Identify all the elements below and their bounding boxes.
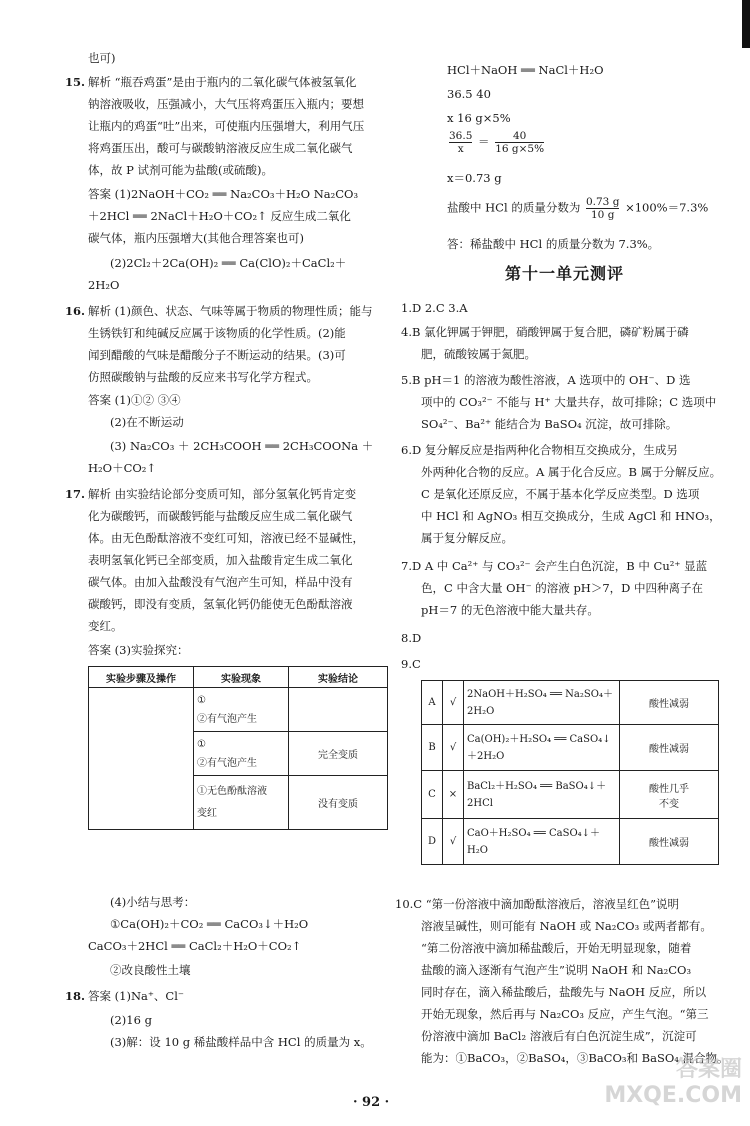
equation-cell: 2NaOH＋H₂SO₄ ══ Na₂SO₄＋ 2H₂O xyxy=(464,681,620,725)
answer-8: 8.D xyxy=(401,631,422,645)
equation-cell: Ca(OH)₂＋H₂SO₄ ══ CaSO₄↓ ＋2H₂O xyxy=(464,725,620,771)
q7-line: pH＝7 的无色溶液中能大量共存。 xyxy=(421,603,599,617)
q17-line: 解析 由实验结论部分变质可知，部分氢氧化钙肯定变 xyxy=(88,487,357,501)
page-number: · 92 · xyxy=(353,1095,390,1110)
table-header: 实验步骤及操作 xyxy=(89,667,194,688)
result-cell: 酸性减弱 xyxy=(620,681,719,725)
q18-number: 18. xyxy=(65,989,86,1003)
q17-line: 变红。 xyxy=(88,619,123,633)
q15-number: 15. xyxy=(65,75,86,89)
table-cell-phenomenon: ① ②有气泡产生 xyxy=(194,732,289,776)
table-cell-conclusion xyxy=(289,688,388,732)
q17-experiment-table xyxy=(88,666,388,830)
q15-answer: 碳气体，瓶内压强增大(其他合理答案也可) xyxy=(88,231,304,245)
q17-line: 体。由无色酚酞溶液不变红可知，溶液已经不显碱性， xyxy=(88,531,364,545)
q7-line: 色，C 中含大量 OH⁻ 的溶液 pH＞7，D 中四种离子在 xyxy=(421,581,704,595)
check-mark: √ xyxy=(443,681,464,725)
option-label: B xyxy=(422,725,443,771)
q17-answer: 答案 (3)实验探究： xyxy=(88,643,189,657)
q7-line: 7.D A 中 Ca²⁺ 与 CO₃²⁻ 会产生白色沉淀，B 中 Cu²⁺ 显蓝 xyxy=(401,559,708,573)
page-edge-marker xyxy=(742,0,750,48)
q16-line: 解析 (1)颜色、状态、气味等属于物质的物理性质；能与 xyxy=(88,304,373,318)
q10-line: 能为：①BaCO₃，②BaSO₄，③BaCO₃和 BaSO₄ 混合物。 xyxy=(421,1051,729,1065)
q15-answer: 答案 (1)2NaOH＋CO₂ ══ Na₂CO₃＋H₂O Na₂CO₃ xyxy=(88,187,359,201)
q15-line: 将鸡蛋压出，酸可与碳酸钠溶液反应生成二氧化碳气 xyxy=(88,141,353,155)
prev-answer-tail: 也可) xyxy=(88,51,116,65)
q6-line: 属于复分解反应。 xyxy=(421,531,513,545)
q15-line: 解析 “瓶吞鸡蛋”是由于瓶内的二氧化碳气体被氢氧化 xyxy=(88,75,357,89)
q16-line: 生锈铁钉和纯碱反应属于该物质的化学性质。(2)能 xyxy=(88,326,346,340)
q16-answer: (2)在不断运动 xyxy=(110,415,184,429)
check-mark: √ xyxy=(443,725,464,771)
q18-answer: (3)解：设 10 g 稀盐酸样品中含 HCl 的质量为 x。 xyxy=(110,1035,372,1049)
q15-answer: 2H₂O xyxy=(88,278,120,292)
q10-line: 份溶液中滴加 BaCl₂ 溶液后有白色沉淀生成”，沉淀可 xyxy=(421,1029,697,1043)
q15-answer: (2)2Cl₂＋2Ca(OH)₂ ══ Ca(ClO)₂＋CaCl₂＋ xyxy=(110,256,347,270)
check-mark: × xyxy=(443,771,464,819)
q5-line: 项中的 CO₃²⁻ 不能与 H⁺ 大量共存，故可排除；C 选项中 xyxy=(421,395,717,409)
equation-cell: CaO＋H₂SO₄ ══ CaSO₄↓＋ H₂O xyxy=(464,819,620,865)
result-cell: 酸性减弱 xyxy=(620,725,719,771)
q6-line: 中 HCl 和 AgNO₃ 相互交换成分，生成 AgCl 和 HNO₃， xyxy=(421,509,721,523)
q6-line: 外两种化合物的反应。A 属于化合反应。B 属于分解反应。 xyxy=(421,465,722,479)
table-cell-conclusion: 完全变质 xyxy=(289,732,388,776)
q15-line: 钠溶液吸收，压强减小，大气压将鸡蛋压入瓶内；要想 xyxy=(88,97,364,111)
q17-answer: CaCO₃＋2HCl ══ CaCl₂＋H₂O＋CO₂↑ xyxy=(88,939,302,953)
q4-line: 4.B 氯化钾属于钾肥，硝酸钾属于复合肥，磷矿粉属于磷 xyxy=(401,325,689,339)
q5-line: 5.B pH＝1 的溶液为酸性溶液，A 选项中的 OH⁻、D 选 xyxy=(401,373,691,387)
q15-line: 体，故 P 试剂可能为盐酸(或硫酸)。 xyxy=(88,163,274,177)
q17-answer: (4)小结与思考： xyxy=(110,895,196,909)
answers-1-3: 1.D 2.C 3.A xyxy=(401,301,468,315)
q10-line: 盐酸的滴入逐渐有气泡产生”说明 NaOH 和 Na₂CO₃ xyxy=(421,963,692,977)
q16-line: 仿照碳酸钠与盐酸的反应来书写化学方程式。 xyxy=(88,370,318,384)
q17-line: 化为碳酸钙，而碳酸钙能与盐酸反应生成二氧化碳气 xyxy=(88,509,353,523)
q16-answer: (3) Na₂CO₃ ＋ 2CH₃COOH ══ 2CH₃COONa ＋ xyxy=(110,439,374,453)
option-label: C xyxy=(422,771,443,819)
q10-line: 10.C “第一份溶液中滴加酚酞溶液后，溶液呈红色”说明 xyxy=(395,897,679,911)
table-cell-steps xyxy=(89,688,194,830)
x-value: x＝0.73 g xyxy=(447,171,502,185)
q4-line: 肥，硫酸铵属于氮肥。 xyxy=(421,347,536,361)
q10-line: 开始无现象，然后再与 Na₂CO₃ 反应，产生气泡。“第三 xyxy=(421,1007,709,1021)
table-header: 实验结论 xyxy=(289,667,388,688)
reaction-equation: HCl＋NaOH ══ NaCl＋H₂O xyxy=(447,63,604,77)
calc-ratio-line: 36.5 40 xyxy=(447,87,491,101)
q17-line: 碳酸钙，即没有变质，氢氧化钙仍能使无色酚酞溶液 xyxy=(88,597,353,611)
result-cell: 酸性几乎不变 xyxy=(620,771,719,819)
q17-answer: ②改良酸性土壤 xyxy=(110,963,191,977)
q10-line: 同时存在，滴入稀盐酸后，盐酸先与 NaOH 反应，所以 xyxy=(421,985,707,999)
q16-answer: H₂O＋CO₂↑ xyxy=(88,461,157,475)
q18-answer: (2)16 g xyxy=(110,1013,152,1027)
final-answer: 答：稀盐酸中 HCl 的质量分数为 7.3%。 xyxy=(447,237,660,251)
watermark-logo: 答案圈 MXQE.COM xyxy=(604,1057,742,1108)
q16-line: 闻到醋酸的气味是醋酸分子不断运动的结果。(3)可 xyxy=(88,348,346,362)
calc-ratio-line: x 16 g×5% xyxy=(447,111,511,125)
check-mark: √ xyxy=(443,819,464,865)
answer-9: 9.C xyxy=(401,657,421,671)
equation-cell: BaCl₂＋H₂SO₄ ══ BaSO₄↓＋ 2HCl xyxy=(464,771,620,819)
q6-line: C 是氧化还原反应，不属于基本化学反应类型。D 选项 xyxy=(421,487,700,501)
q10-line: 溶液呈碱性，则可能有 NaOH 或 Na₂CO₃ 或两者都有。 xyxy=(421,919,712,933)
mass-fraction-calc: 盐酸中 HCl 的质量分数为 $\frac{0.73 g}{10 g}$ ×100%＝7.3% xyxy=(447,196,709,221)
table-header: 实验现象 xyxy=(194,667,289,688)
option-label: A xyxy=(422,681,443,725)
unit-title: 第十一单元测评 xyxy=(505,264,625,283)
q17-answer: ①Ca(OH)₂＋CO₂ ══ CaCO₃↓＋H₂O xyxy=(110,917,309,931)
q16-number: 16. xyxy=(65,304,86,318)
q18-answer: 答案 (1)Na⁺、Cl⁻ xyxy=(88,989,184,1003)
proportion-equation: $\frac{36.5}{x}$ ＝ $\frac{40}{16 g\times 5\%}$ xyxy=(449,130,545,155)
table-cell-phenomenon: ①无色酚酞溶液 变红 xyxy=(194,776,289,830)
option-label: D xyxy=(422,819,443,865)
q17-line: 表明氢氧化钙已全部变质，加入盐酸肯定生成二氧化 xyxy=(88,553,353,567)
q5-line: SO₄²⁻、Ba²⁺ 能结合为 BaSO₄ 沉淀，故可排除。 xyxy=(421,417,678,431)
q6-line: 6.D 复分解反应是指两种化合物相互交换成分，生成另 xyxy=(401,443,678,457)
q15-answer: ＋2HCl ══ 2NaCl＋H₂O＋CO₂↑ 反应生成二氧化 xyxy=(88,209,351,223)
q17-line: 碳气体。由加入盐酸没有气泡产生可知，样品中没有 xyxy=(88,575,353,589)
q10-line: “第二份溶液中滴加稀盐酸后，开始无明显现象，随着 xyxy=(421,941,692,955)
q15-line: 让瓶内的鸡蛋“吐”出来，可使瓶内压强增大，利用气压 xyxy=(88,119,365,133)
q17-number: 17. xyxy=(65,487,86,501)
table-cell-phenomenon: ① ②有气泡产生 xyxy=(194,688,289,732)
table-cell-conclusion: 没有变质 xyxy=(289,776,388,830)
q16-answer: 答案 (1)①② ③④ xyxy=(88,393,181,407)
q9-reaction-table xyxy=(421,680,719,865)
result-cell: 酸性减弱 xyxy=(620,819,719,865)
